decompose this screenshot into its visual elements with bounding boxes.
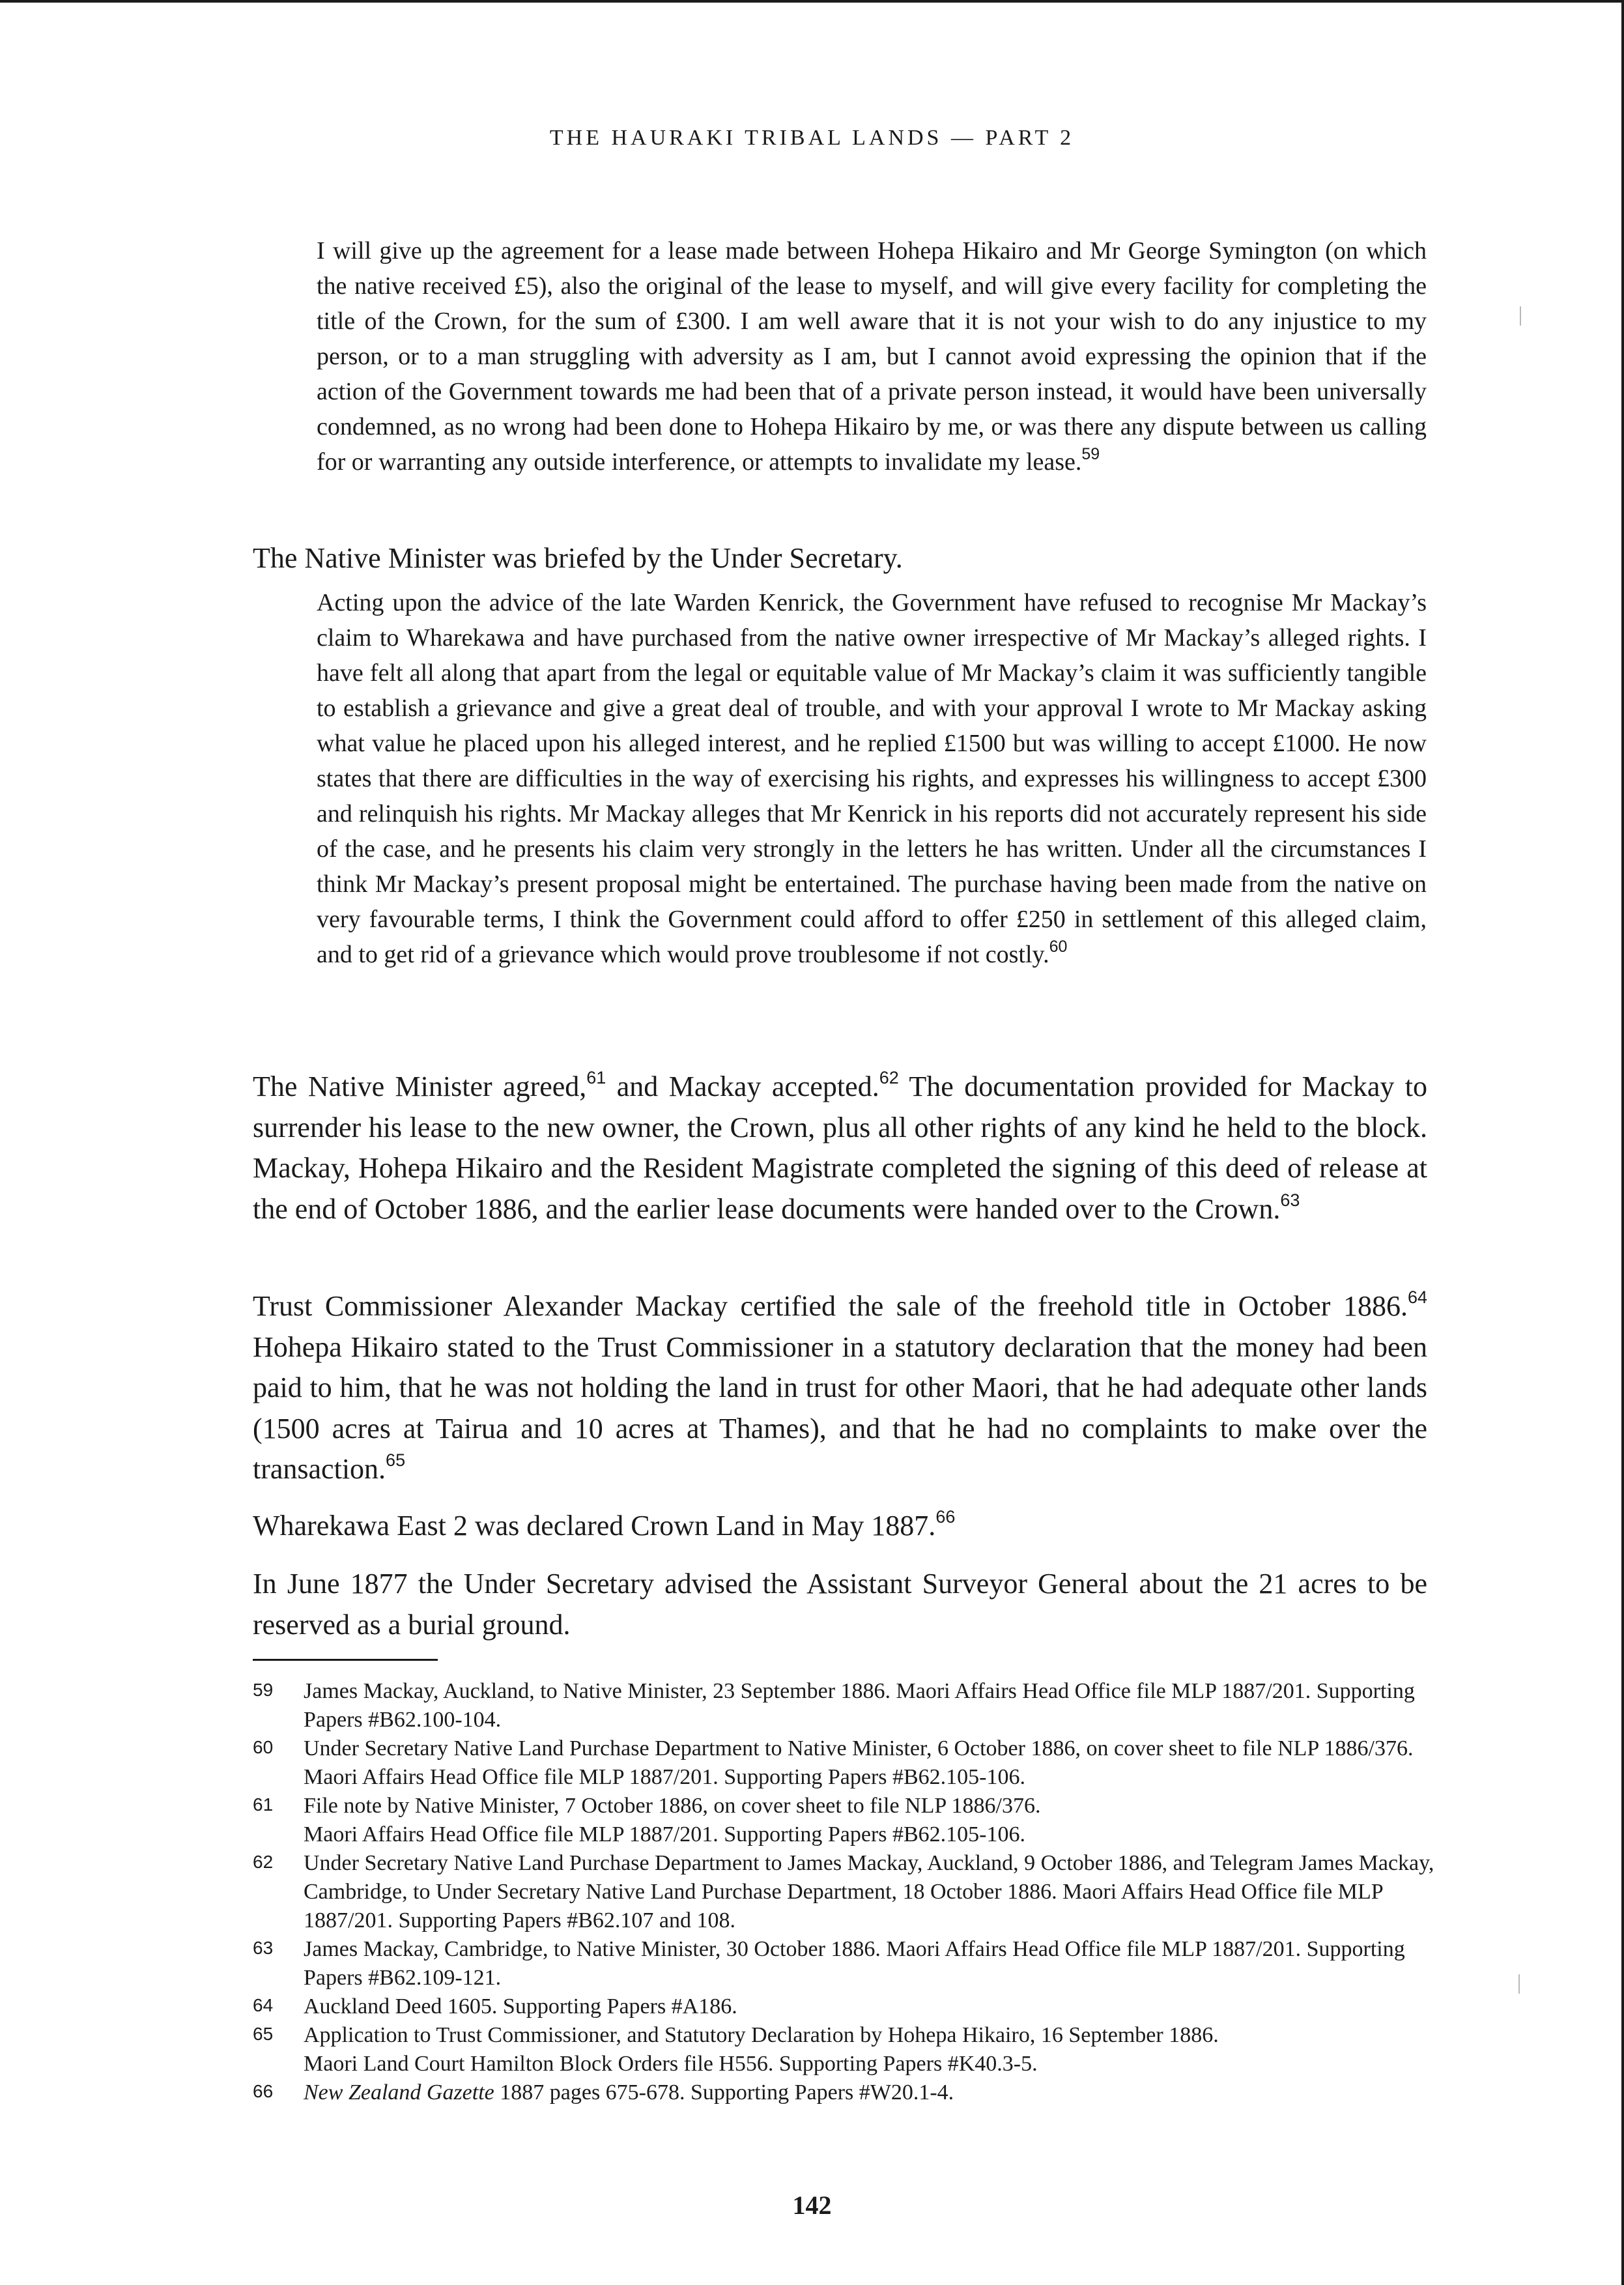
footnote-line: Application to Trust Commissioner, and Statutory Declaration by Hohepa Hikairo, 16 September 1886. [304,2023,1219,2047]
footnote-ref[interactable]: 63 [1280,1190,1300,1210]
footnote-ref[interactable]: 61 [586,1068,606,1087]
footnote-ref[interactable]: 64 [1407,1287,1427,1307]
paragraph-text: Hohepa Hikairo stated to the Trust Commissioner in a statutory declaration that the money had been paid to him, that he was not holding the land in trust for other Maori, that he had adequate other lands (1500 acres at Tairua and 10 acres at Thames), and that he had no complaints to make over the transaction. [253,1330,1427,1485]
page-border-top [0,0,1624,3]
footnote-ref[interactable]: 59 [1081,445,1100,463]
footnote-line: Maori Affairs Head Office file MLP 1887/201. Supporting Papers #B62.105-106. [304,1822,1026,1847]
body-paragraph [253,1067,1427,1229]
page-border-right [1621,0,1624,2285]
scan-speck [1520,306,1521,326]
paragraph-text: Trust Commissioner Alexander Mackay certified the sale of the freehold title in October 1886. [253,1290,1408,1322]
quote-text: Acting upon the advice of the late Warden Kenrick, the Government have refused to recognise Mr Mackay’s claim to Wharekawa and have purchased from the native owner irrespective of Mr Mackay’s alleged rights. I have felt all along that apart from the legal or equitable value of Mr Mackay’s claim it was sufficiently tangible to establish a grievance and give a great deal of trouble, and with your approval I wrote to Mr Mackay asking what value he placed upon his alleged interest, and he replied £1500 but was willing to accept £1000. He now states that there are difficulties in the way of exercising his rights, and expresses his willingness to accept £300 and relinquish his rights. Mr Mackay alleges that Mr Kenrick in his reports did not accurately represent his side of the case, and he presents his claim very strongly in the letters he has written. Under all the circumstances I think Mr Mackay’s present proposal might be entertained. The purchase having been made from the native on very favourable terms, I think the Government could afford to offer £250 in settlement of this alleged claim, and to get rid of a grievance which would prove troublesome if not costly. [317,589,1427,968]
running-head: THE HAURAKI TRIBAL LANDS — PART 2 [549,126,1075,150]
footnote-60 [253,1734,1445,1792]
scan-speck [1518,1974,1520,1994]
footnote-number: 59 [253,1680,274,1700]
page-number: 142 [792,2191,832,2220]
footnote-text: James Mackay, Cambridge, to Native Minister, 30 October 1886. Maori Affairs Head Office file MLP 1887/201. Supporting Papers #B62.109-121. [304,1937,1405,1990]
footnote-64 [253,1992,1445,2021]
paragraph-text: The Native Minister agreed, [253,1071,587,1102]
footnote-text [304,1792,1445,1849]
footnote-number: 64 [253,1995,274,2015]
footnote-text [304,2021,1445,2078]
footnote-59 [253,1677,1445,1734]
footnote-63 [253,1935,1445,1992]
footnote-ref[interactable]: 60 [1049,938,1068,956]
footnote-line: Maori Land Court Hamilton Block Orders file H556. Supporting Papers #K40.3-5. [304,2052,1038,2076]
paragraph-text: The documentation provided for Mackay to surrender his lease to the new owner, the Crown, plus all other rights of any kind he held to the block. Mackay, Hohepa Hikairo and the Resident Magistrate completed the signing of this deed of release at the end of October 1886, and the earlier lease documents were handed over to the Crown. [253,1071,1427,1225]
footnote-number: 63 [253,1938,274,1958]
footnote-separator [253,1659,438,1661]
footnotes [253,1677,1445,2107]
footnote-ref[interactable]: 65 [386,1450,406,1470]
footnote-text: Auckland Deed 1605. Supporting Papers #A186. [304,1994,737,2019]
footnote-61 [253,1792,1445,1849]
footnote-number: 61 [253,1794,274,1815]
footnote-62 [253,1849,1445,1935]
quote-text: I will give up the agreement for a lease made between Hohepa Hikairo and Mr George Symington (on which the native received £5), also the original of the lease to myself, and will give every facility for completing the title of the Crown, for the sum of £300. I am well aware that it is not your wish to do any injustice to my person, or to a man struggling with adversity as I am, but I cannot avoid expressing the opinion that if the action of the Government towards me had been that of a private person instead, it would have been universally condemned, as no wrong had been done to Hohepa Hikairo by me, or was there any dispute between us calling for or warranting any outside interference, or attempts to invalidate my lease. [317,237,1427,476]
footnote-number: 66 [253,2081,274,2101]
footnote-text: Under Secretary Native Land Purchase Department to James Mackay, Auckland, 9 October 1886, and Telegram James Mackay, Cambridge, to Under Secretary Native Land Purchase Department, 18 October 1886. Maori Affairs Head Office file MLP 1887/201. Supporting Papers #B62.107 and 108. [304,1851,1434,1933]
footnote-text [304,2078,1445,2107]
paragraph-text: and Mackay accepted. [606,1071,879,1102]
footnote-number: 65 [253,2024,274,2044]
paragraph-text: Wharekawa East 2 was declared Crown Land in May 1887. [253,1510,936,1542]
footnote-ref[interactable]: 62 [879,1068,899,1087]
block-quote-mackay [317,233,1427,480]
publication-title: New Zealand Gazette [304,2080,494,2105]
footnote-66 [253,2078,1445,2107]
footnote-text: Under Secretary Native Land Purchase Department to Native Minister, 6 October 1886, on cover sheet to file NLP 1886/376. Maori Affairs Head Office file MLP 1887/201. Supporting Papers #B62.105-106. [304,1736,1414,1789]
body-paragraph: In June 1877 the Under Secretary advised the Assistant Surveyor General about the 21 acres to be reserved as a burial ground. [253,1568,1427,1641]
footnote-line: 1887 pages 675-678. Supporting Papers #W20.1-4. [494,2080,954,2105]
block-quote-under-secretary [317,585,1427,972]
body-paragraph [253,1506,1427,1547]
footnote-text: James Mackay, Auckland, to Native Minister, 23 September 1886. Maori Affairs Head Office file MLP 1887/201. Supporting Papers #B62.100-104. [304,1679,1415,1732]
footnote-line: File note by Native Minister, 7 October 1886, on cover sheet to file NLP 1886/376. [304,1794,1041,1818]
footnote-number: 60 [253,1737,274,1757]
footnote-ref[interactable]: 66 [935,1507,956,1527]
footnote-number: 62 [253,1852,274,1872]
body-paragraph [253,1286,1427,1490]
body-paragraph: The Native Minister was briefed by the Under Secretary. [253,542,903,574]
footnote-65 [253,2021,1445,2078]
